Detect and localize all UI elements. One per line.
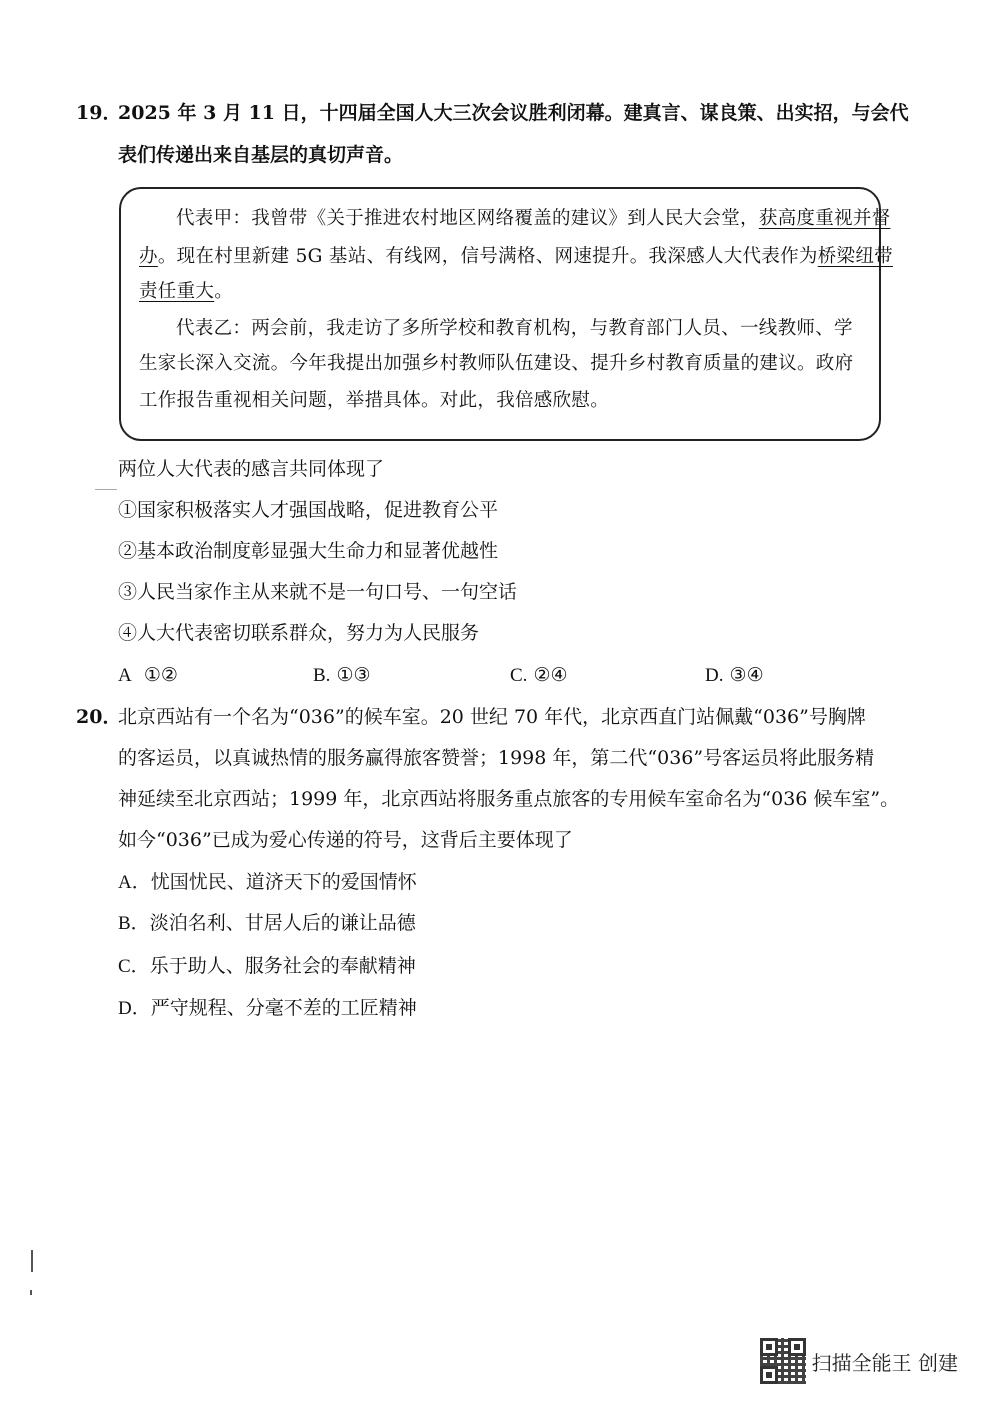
material-text: 代表甲：我曾带《关于推进农村地区网络覆盖的建议》到人民大会堂， xyxy=(176,208,759,229)
answer-choice-a xyxy=(118,662,178,689)
material-text: 。 xyxy=(214,281,234,302)
material-text: 。现在村里新建 5G 基站、有线网，信号满格、网速提升。我深感人大代表作为 xyxy=(157,246,818,267)
scanner-watermark xyxy=(760,1338,958,1384)
choice-text: ②④ xyxy=(533,664,568,686)
choice-letter: D． xyxy=(118,998,151,1019)
choice-text: 忧国忧民、道济天下的爱国情怀 xyxy=(150,871,417,893)
qr-code-icon xyxy=(760,1338,806,1384)
answer-choice-c xyxy=(510,662,568,689)
answer-choice-a xyxy=(118,869,417,896)
watermark-text: 扫描全能王 创建 xyxy=(811,1350,958,1375)
choice-text: 淡泊名利、甘居人后的谦让品德 xyxy=(149,912,416,934)
answer-choice-c xyxy=(118,953,416,980)
answer-choice-d xyxy=(705,662,764,689)
choice-letter: B. xyxy=(313,665,331,686)
statement-option: ①国家积极落实人才强国战略，促进教育公平 xyxy=(118,499,499,521)
material-line: 工作报告重视相关问题，举措具体。对此，我倍感欣慰。 xyxy=(139,390,610,411)
material-line: 生家长深入交流。今年我提出加强乡村教师队伍建设、提升乡村教育质量的建议。政府 xyxy=(139,353,854,374)
choice-letter: A xyxy=(118,665,132,686)
choice-text: ③④ xyxy=(729,664,764,686)
question-number: 19． xyxy=(76,102,122,124)
material-line xyxy=(139,244,893,270)
material-box xyxy=(119,187,893,441)
material-line: 代表乙：两会前，我走访了多所学校和教育机构，与教育部门人员、一线教师、学 xyxy=(176,318,853,339)
choice-text: ①③ xyxy=(336,664,371,686)
choice-text: 严守规程、分毫不差的工匠精神 xyxy=(150,997,417,1019)
material-line xyxy=(176,206,890,232)
answer-choice-b xyxy=(118,910,416,937)
question-stem-line: 如今“036”已成为爱心传递的符号，这背后主要体现了 xyxy=(118,829,573,851)
answer-choice-d xyxy=(118,995,417,1022)
question-stem-line: 神延续至北京西站；1999 年，北京西站将服务重点旅客的专用候车室命名为“036 候车室”。 xyxy=(118,788,900,810)
scan-mark xyxy=(31,1250,33,1272)
statement-option: ④人大代表密切联系群众，努力为人民服务 xyxy=(118,622,480,644)
choice-letter: C． xyxy=(118,956,150,977)
choice-letter: B． xyxy=(118,913,150,934)
question-prompt: 两位人大代表的感言共同体现了 xyxy=(118,458,385,480)
underlined-text: 责任重大 xyxy=(139,281,215,302)
choice-letter: C. xyxy=(510,665,528,686)
question-number: 20． xyxy=(76,706,122,728)
material-line xyxy=(139,279,233,305)
choice-text: ①② xyxy=(143,664,178,686)
choice-letter: A． xyxy=(118,872,151,893)
underlined-text: 桥梁纽带 xyxy=(817,246,893,267)
underlined-text: 获高度重视并督 xyxy=(758,208,891,229)
answer-choice-b xyxy=(313,662,371,689)
choice-text: 乐于助人、服务社会的奉献精神 xyxy=(149,955,416,977)
question-stem-line: 表们传递出来自基层的真切声音。 xyxy=(118,144,404,166)
question-stem-line: 的客运员，以真诚热情的服务赢得旅客赞誉；1998 年，第二代“036”号客运员将此服务精 xyxy=(118,747,875,769)
scan-mark xyxy=(95,489,117,490)
choice-letter: D. xyxy=(705,665,724,686)
scan-mark xyxy=(30,1290,32,1295)
question-stem-line: 2025 年 3 月 11 日，十四届全国人大三次会议胜利闭幕。建真言、谋良策、出实招，与会代 xyxy=(118,102,909,124)
statement-option: ②基本政治制度彰显强大生命力和显著优越性 xyxy=(118,540,499,562)
statement-option: ③人民当家作主从来就不是一句口号、一句空话 xyxy=(118,581,518,603)
underlined-text: 办 xyxy=(139,246,158,267)
question-stem-line: 北京西站有一个名为“036”的候车室。20 世纪 70 年代，北京西直门站佩戴“036”号胸牌 xyxy=(118,706,866,728)
